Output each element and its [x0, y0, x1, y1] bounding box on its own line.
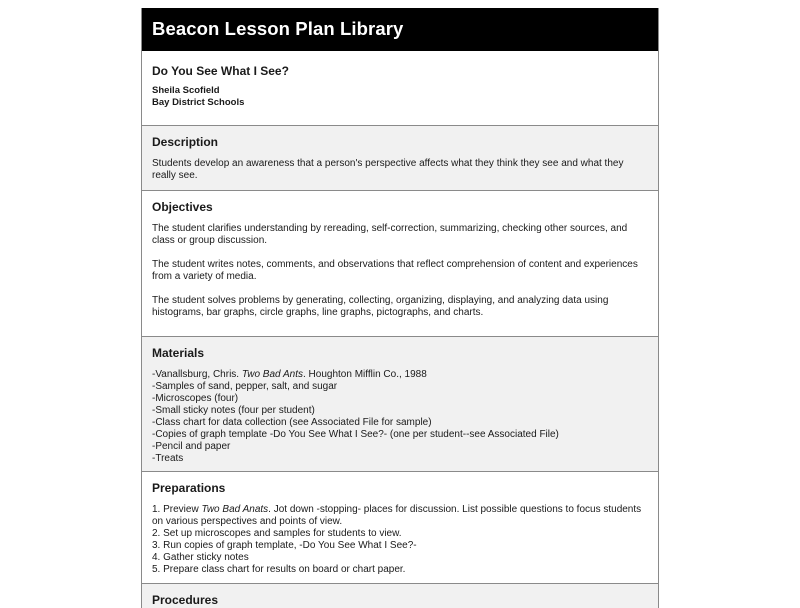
material-prefix: -Vanallsburg, Chris.	[152, 369, 242, 380]
material-suffix: . Houghton Mifflin Co., 1988	[303, 369, 427, 380]
material-item: -Samples of sand, pepper, salt, and sugar	[152, 381, 338, 392]
book-title: Two Bad Ants	[241, 369, 303, 380]
material-item: -Class chart for data collection (see Associated File for sample)	[152, 417, 432, 428]
procedures-section	[142, 583, 658, 608]
description-text: Students develop an awareness that a person's perspective affects what they think they see and what they really see.	[152, 158, 624, 181]
objective-item: The student clarifies understanding by rereading, self-correction, summarizing, checking other sources, and class or group discussion.	[152, 223, 628, 246]
objectives-heading: Objectives	[152, 200, 213, 214]
preparation-item: 4. Gather sticky notes	[152, 552, 249, 563]
lesson-author: Sheila Scofield	[152, 85, 220, 96]
description-heading: Description	[152, 135, 219, 149]
material-item: -Microscopes (four)	[152, 393, 239, 404]
materials-heading: Materials	[152, 346, 205, 360]
objective-item: The student writes notes, comments, and observations that reflect comprehension of content and experiences from a variety of media.	[152, 259, 638, 282]
description-section	[142, 125, 658, 190]
preparation-item: 2. Set up microscopes and samples for students to view.	[152, 528, 402, 539]
material-item: -Copies of graph template -Do You See What I See?- (one per student--see Associated File)	[152, 429, 559, 440]
lesson-school: Bay District Schools	[152, 97, 245, 108]
preparation-item: 5. Prepare class chart for results on board or chart paper.	[152, 564, 406, 575]
materials-section	[142, 336, 658, 471]
preparation-prefix: 1. Preview	[152, 504, 202, 515]
material-item: -Pencil and paper	[152, 441, 231, 452]
lesson-plan-document	[141, 8, 659, 608]
procedures-heading: Procedures	[152, 593, 219, 607]
material-item: -Small sticky notes (four per student)	[152, 405, 315, 416]
preparation-item	[152, 504, 648, 528]
library-banner: Beacon Lesson Plan Library	[142, 8, 658, 51]
preparations-heading: Preparations	[152, 481, 226, 495]
book-title: Two Bad Anats	[201, 504, 269, 515]
preparation-suffix: . Jot down -stopping- places for discussion. List possible questions to focus students on various perspectives and points of view.	[152, 504, 642, 527]
objectives-section	[142, 190, 658, 336]
material-item: -Treats	[152, 453, 184, 464]
lesson-title: Do You See What I See?	[152, 64, 289, 78]
preparations-section	[142, 471, 658, 583]
lesson-header	[142, 51, 658, 125]
objective-item: The student solves problems by generating, collecting, organizing, displaying, and analyzing data using histograms, bar graphs, circle graphs, line graphs, pictographs, and charts.	[152, 295, 609, 318]
preparation-item: 3. Run copies of graph template, -Do You See What I See?-	[152, 540, 417, 551]
material-item	[152, 369, 648, 381]
